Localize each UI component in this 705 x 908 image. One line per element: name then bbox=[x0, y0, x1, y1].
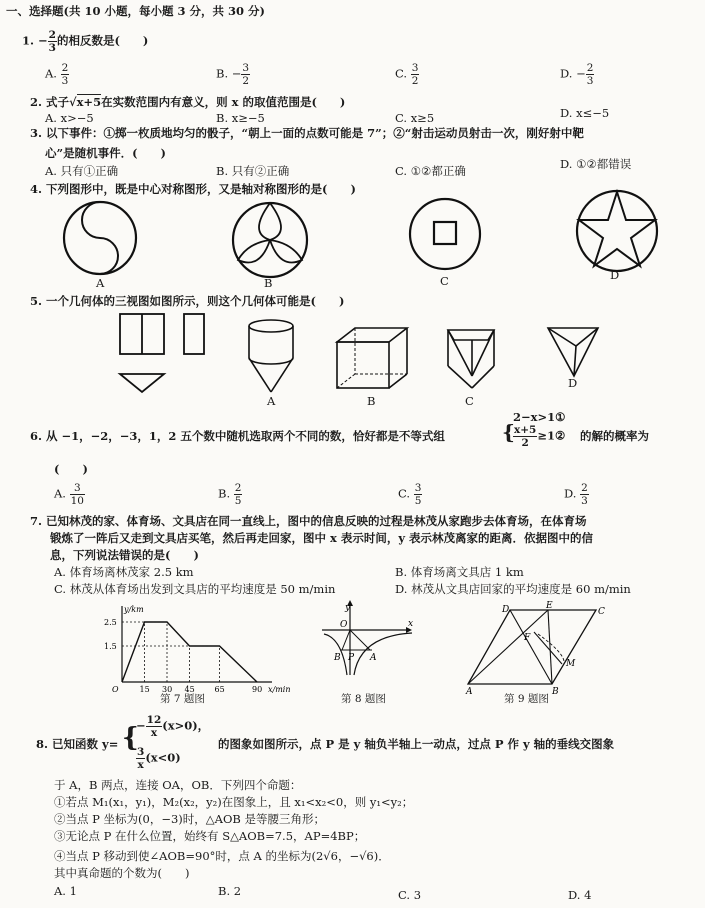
q6-paren: ( ) bbox=[54, 462, 88, 476]
q5-label-b: B bbox=[367, 394, 376, 408]
fig9-caption: 第 9 题图 bbox=[504, 693, 549, 705]
q4-figure-d-star[interactable] bbox=[572, 188, 662, 274]
q2-option-d[interactable]: D. x≤−5 bbox=[560, 106, 610, 120]
fig7-ytick-label: 1.5 bbox=[104, 642, 117, 651]
q5-three-views bbox=[118, 312, 208, 394]
fig9-label-b: B bbox=[552, 687, 559, 697]
q3-option-b[interactable]: B. 只有②正确 bbox=[216, 164, 290, 178]
q8-case1: − $\frac{12}{x}$ (x>0)， bbox=[136, 714, 210, 739]
fig7-xtick-label: 15 bbox=[139, 685, 150, 694]
q8-option-c[interactable]: C. 3 bbox=[398, 888, 422, 902]
q2-option-b[interactable]: B. x≥−5 bbox=[216, 111, 265, 125]
fig8-label-x: x bbox=[408, 619, 414, 629]
q6-ineq2: $\frac{x+5}{2}$ ≥1② bbox=[514, 424, 566, 449]
q6-stem: 6. 从 −1，−2，−3，1，2 五个数中随机选取两个不同的数，恰好都是不等式组 bbox=[30, 429, 445, 443]
q8-prop1: ①若点 M₁(x₁，y₁)，M₂(x₂，y₂)在图象上，且 x₁<x₂<0，则 y₁<y₂； bbox=[54, 795, 414, 809]
q2-option-c[interactable]: C. x≥5 bbox=[395, 111, 435, 125]
fig9-label-f: F bbox=[524, 633, 531, 643]
q5-stem: 5. 一个几何体的三视图如图所示，则这个几何体可能是( ) bbox=[30, 294, 345, 308]
q3-line2: 心”是随机事件．( ) bbox=[45, 146, 166, 160]
q4-label-d: D bbox=[610, 268, 620, 282]
fig7-origin-label: O bbox=[112, 685, 119, 694]
section-title: 一、选择题(共 10 小题，每小题 3 分，共 30 分) bbox=[6, 4, 265, 18]
q5-figure-b[interactable] bbox=[335, 326, 411, 392]
q2-stem: 2. 式子√x+5在实数范围内有意义，则 x 的取值范围是( ) bbox=[30, 95, 346, 109]
q1-option-a[interactable]: A. $\frac{2}{3}$ bbox=[45, 62, 69, 87]
q7-distance-time-graph bbox=[100, 604, 291, 694]
fig7-ylabel: y/km bbox=[124, 605, 144, 614]
q5-figure-c[interactable] bbox=[446, 326, 498, 392]
fig8-branch-right bbox=[354, 633, 412, 675]
q3-option-d[interactable]: D. ①②都错误 bbox=[560, 157, 632, 171]
q8-stem-b: 的图象如图所示，点 P 是 y 轴负半轴上一动点，过点 P 作 y 轴的垂线交图象 bbox=[218, 737, 615, 751]
q6-option-a[interactable]: A. $\frac{3}{10}$ bbox=[54, 482, 84, 507]
q7-line3: 息，下列说法错误的是( ) bbox=[50, 548, 199, 562]
q4-label-b: B bbox=[264, 276, 273, 290]
q7-option-c[interactable]: C. 林茂从体育场出发到文具店的平均速度是 50 m/min bbox=[54, 582, 336, 596]
q6-ineq1: 2−x>1① bbox=[513, 410, 566, 424]
q8-option-a[interactable]: A. 1 bbox=[54, 884, 77, 898]
q4-label-c: C bbox=[440, 274, 449, 288]
q1-stem: 1. − $\frac{2}{3}$ 的相反数是( ) bbox=[22, 29, 149, 54]
q9-parallelogram-figure bbox=[466, 601, 606, 697]
q5-label-a: A bbox=[267, 394, 276, 408]
fig7-xtick-label: 90 bbox=[252, 685, 263, 694]
q2-option-a[interactable]: A. x>−5 bbox=[45, 111, 94, 125]
q7-line2: 锻炼了一阵后又走到文具店买笔，然后再走回家，图中 x 表示时间，y 表示林茂离家的距离．依据图中的信 bbox=[50, 531, 594, 545]
fig9-label-m: M bbox=[566, 659, 576, 669]
q8-option-d[interactable]: D. 4 bbox=[568, 888, 592, 902]
q7-option-b[interactable]: B. 体育场离文具店 1 km bbox=[395, 565, 524, 579]
q1-option-b[interactable]: B. − $\frac{3}{2}$ bbox=[216, 62, 250, 87]
fig7-xtick-label: 30 bbox=[162, 685, 173, 694]
q7-option-d[interactable]: D. 林茂从文具店回家的平均速度是 60 m/min bbox=[395, 582, 631, 596]
q8-question-end: 其中真命题的个数为( ) bbox=[54, 866, 190, 880]
fig8-caption: 第 8 题图 bbox=[341, 693, 386, 705]
fig9-label-e: E bbox=[546, 601, 553, 611]
q3-option-c[interactable]: C. ①②都正确 bbox=[395, 164, 466, 178]
q5-figure-d[interactable] bbox=[546, 326, 602, 382]
q1-option-d[interactable]: D. − $\frac{2}{3}$ bbox=[560, 62, 594, 87]
q6-option-b[interactable]: B. $\frac{2}{5}$ bbox=[218, 482, 242, 507]
q4-stem: 4. 下列图形中，既是中心对称图形，又是轴对称图形的是( ) bbox=[30, 182, 356, 196]
fig9-label-a: A bbox=[466, 687, 473, 697]
q3-line1: 3. 以下事件：①掷一枚质地均匀的骰子，“朝上一面的点数可能是 7”；②“射击运动员射击一次，刚好射中靶 bbox=[30, 126, 584, 140]
q6-stem-end: 的解的概率为 bbox=[580, 429, 649, 443]
q4-figure-b-trefoil[interactable] bbox=[228, 198, 312, 280]
fig7-ytick-label: 2.5 bbox=[104, 618, 117, 627]
q5-figure-a[interactable] bbox=[245, 318, 297, 400]
q8-prop2: ②当点 P 坐标为(0，−3)时，△AOB 是等腰三角形； bbox=[54, 812, 325, 826]
q7-line1: 7. 已知林茂的家、体育场、文具店在同一直线上，图中的信息反映的过程是林茂从家跑步去体育场，在体育场 bbox=[30, 514, 587, 528]
q8-prop3: ③无论点 P 在什么位置，始终有 S△AOB=7.5，AP=4BP； bbox=[54, 829, 366, 843]
q3-option-a[interactable]: A. 只有①正确 bbox=[45, 164, 119, 178]
q8-stem-a: 8. 已知函数 y= bbox=[36, 737, 119, 751]
q8-graph bbox=[320, 600, 420, 680]
fig7-xtick-label: 45 bbox=[184, 685, 195, 694]
fig8-label-y: y bbox=[345, 603, 351, 613]
q7-option-a[interactable]: A. 体育场离林茂家 2.5 km bbox=[54, 565, 194, 579]
fig9-label-c: C bbox=[598, 607, 605, 617]
fig8-label-o: O bbox=[340, 620, 348, 630]
fig8-label-b: B bbox=[334, 653, 341, 663]
fig8-label-p: P bbox=[348, 653, 355, 663]
q8-case2: $\frac{3}{x}$ (x<0) bbox=[137, 746, 181, 771]
q4-figure-a-taiji[interactable] bbox=[60, 200, 140, 280]
q4-label-a: A bbox=[96, 276, 105, 290]
fig8-label-a: A bbox=[370, 653, 377, 663]
q5-label-d: D bbox=[568, 376, 578, 390]
q6-option-d[interactable]: D. $\frac{2}{3}$ bbox=[564, 482, 588, 507]
q1-option-c[interactable]: C. $\frac{3}{2}$ bbox=[395, 62, 419, 87]
q8-brace: { bbox=[122, 723, 139, 753]
fig7-caption: 第 7 题图 bbox=[160, 693, 205, 705]
q6-option-c[interactable]: C. $\frac{3}{5}$ bbox=[398, 482, 422, 507]
q6-brace: { bbox=[502, 420, 515, 444]
q5-label-c: C bbox=[465, 394, 474, 408]
fig9-label-d: D bbox=[502, 605, 510, 615]
q4-figure-c-coin[interactable] bbox=[405, 196, 485, 276]
q8-option-b[interactable]: B. 2 bbox=[218, 884, 242, 898]
q8-prop4: ④当点 P 移动到使∠AOB=90°时，点 A 的坐标为(2√6，−√6)． bbox=[54, 849, 390, 863]
fig7-xlabel: x/min bbox=[268, 685, 291, 694]
fig7-xtick-label: 65 bbox=[214, 685, 225, 694]
q8-line2: 于 A，B 两点，连接 OA，OB．下列四个命题： bbox=[54, 778, 302, 792]
sqrt-sign: √ bbox=[69, 95, 77, 109]
